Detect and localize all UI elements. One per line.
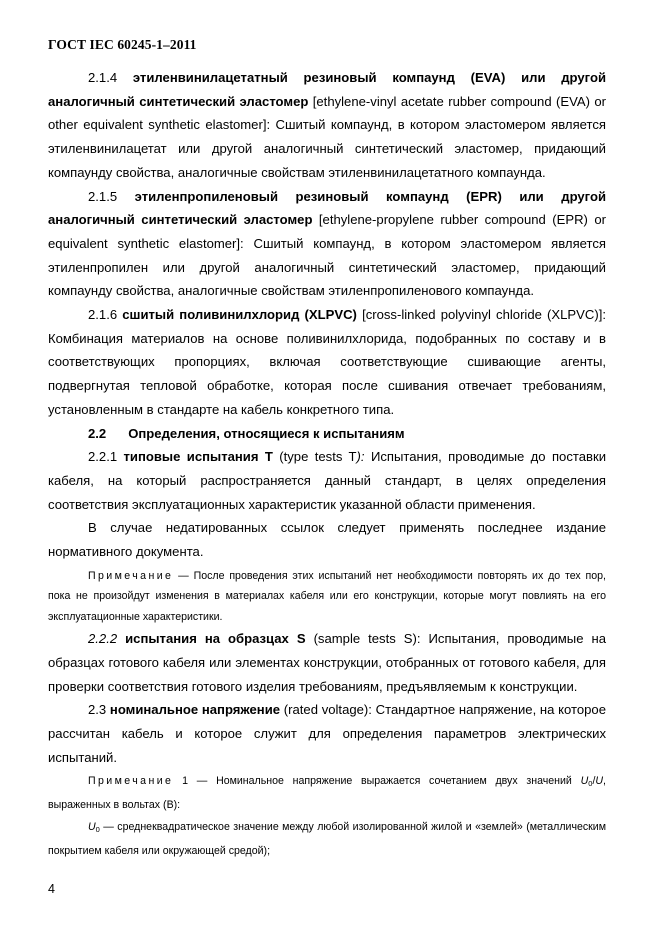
english-term-close: ): — [356, 449, 365, 465]
note-u0-definition — [48, 817, 606, 861]
clause-number: 2.2.1 — [88, 449, 118, 465]
term: этиленвинилацетатный резиновый компаунд (EVA) или другой аналогичный синтетический эластомер — [48, 70, 606, 109]
page-number: 4 — [48, 882, 55, 896]
english-term: [cross-linked polyvinyl chloride (XLPVC)]: — [362, 307, 606, 323]
note-label: Примечание — [88, 569, 174, 582]
term: типовые испытания Т — [123, 449, 273, 465]
document-body — [48, 66, 606, 861]
note-rated-voltage — [48, 771, 606, 815]
clause-2-1-4 — [48, 66, 606, 185]
symbol-subscript: 0 — [95, 825, 100, 835]
clause-2-2-1 — [48, 445, 606, 516]
definition: Испытания, проводимые на образцах готового кабеля или элементах конструкции, отобранных от готового кабеля, для проверки соответствия готового изделия требованиям, предъявляемым к конструкции. — [48, 631, 606, 694]
english-term: (sample tests S): — [313, 631, 421, 647]
clause-2-1-5 — [48, 185, 606, 304]
term: этиленпропиленовый резиновый компаунд (EPR) или другой аналогичный синтетический эластомер — [48, 188, 606, 228]
clause-number: 2.3 — [88, 702, 107, 718]
symbol-u: U — [88, 821, 96, 834]
clause-number: 2.1.4 — [88, 70, 118, 85]
clause-2-3 — [48, 698, 606, 769]
note-label: Примечание — [88, 775, 174, 788]
english-term: [ethylene-propylene rubber compound (EPR) or equivalent synthetic elastomer]: — [48, 212, 606, 251]
english-term: (type tests T — [279, 449, 357, 465]
symbol-u: U — [580, 775, 589, 788]
section-title: Определения, относящиеся к испытаниям — [128, 425, 405, 441]
english-term: [ethylene-vinyl acetate rubber compound (EVA) or other equivalent synthetic elastomer]: — [48, 93, 606, 133]
clause-2-2-2 — [48, 627, 606, 698]
note-text: — среднеквадратическое значение между любой изолированной жилой и «землей» (металлическим покрытием кабеля или окружающей средой); — [48, 821, 606, 857]
definition: Комбинация материалов на основе поливинилхлорида, подобранных по составу и в соответствующих пропорциях, включая соответствующие сшивающие агенты, подвергнутая тепловой обработке, которая после сшивания отвечает требованиям, установленным в стандарте на кабель конкретного типа. — [48, 330, 606, 417]
definition: Сшитый компаунд, в котором эластомером является этиленпропилен или другой аналогичный синтетический эластомер, придающий компаунду свойства, аналогичные свойствам этиленпропиленового компаунда. — [48, 235, 606, 299]
section-number: 2.2 — [88, 425, 107, 441]
section-heading-2-2 — [48, 422, 606, 446]
paragraph-undated-references: В случае недатированных ссылок следует применять последнее издание нормативного документа. — [48, 520, 606, 560]
definition: Испытания, проводимые до поставки кабеля, на который распространяется данный стандарт, в целях определения соответствия эксплуатационных характеристик указанной области применения. — [48, 449, 607, 512]
definition: Стандартное напряжение, на которое рассчитан кабель и которое служит для определения параметров электрических испытаний. — [48, 702, 607, 765]
symbol-subscript: 0 — [588, 779, 593, 789]
note-text: — После проведения этих испытаний нет необходимости повторять их до тех пор, пока не произойдут изменения в материалах кабеля или его конструкции, которые могут повлиять на его эксплуатационные характеристики. — [48, 569, 606, 623]
clause-2-1-6 — [48, 303, 606, 422]
document-header: ГОСТ IEC 60245-1–2011 — [48, 37, 197, 52]
note-after-tests — [48, 566, 606, 628]
clause-number: 2.1.6 — [88, 307, 118, 323]
term: сшитый поливинилхлорид (XLPVC) — [122, 307, 357, 323]
note-text-end: , выраженных в вольтах (В): — [48, 775, 606, 811]
note-number: 1 — [182, 775, 188, 788]
clause-number: 2.1.5 — [88, 188, 118, 204]
term: испытания на образцах S — [125, 631, 306, 647]
english-term: (rated voltage): — [283, 702, 372, 718]
definition: Сшитый компаунд, в котором эластомером является этиленвинилацетат или другой аналогичный синтетический эластомер, придающий компаунду свойства, аналогичные свойствам этиленвинилацетатного компаунда. — [48, 117, 606, 180]
symbol-slash: / — [592, 775, 596, 788]
term: номинальное напряжение — [109, 702, 281, 718]
symbol-u: U — [595, 775, 604, 788]
note-text: — Номинальное напряжение выражается сочетанием двух значений — [196, 775, 572, 788]
clause-number: 2.2.2 — [88, 631, 118, 647]
